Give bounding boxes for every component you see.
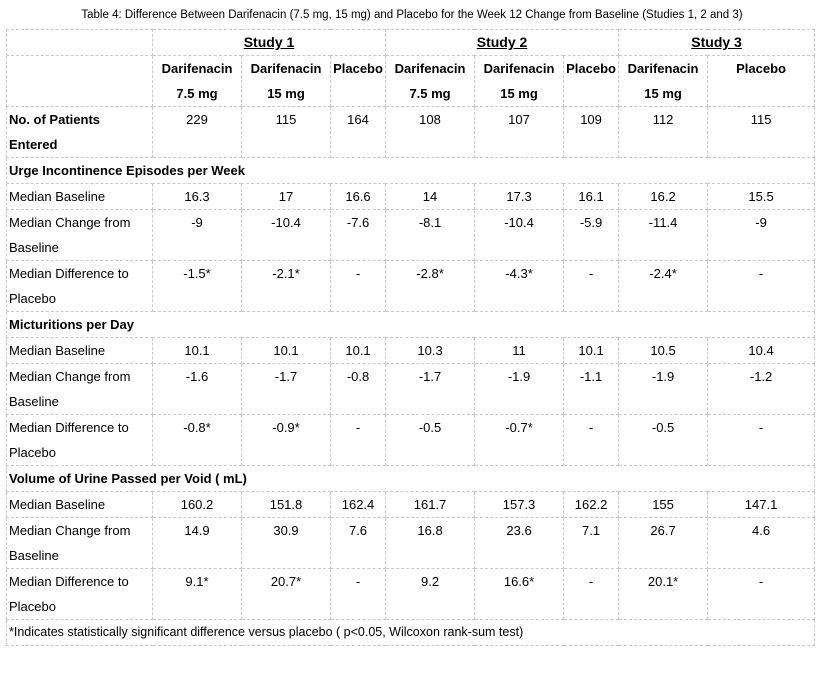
row-label-line1: Median Difference to (9, 574, 129, 589)
table-cell: 26.7 (619, 518, 708, 569)
table-cell: -5.9 (564, 210, 619, 261)
table-cell: 16.6 (331, 184, 386, 210)
table-cell: 23.6 (475, 518, 564, 569)
table-cell: 10.5 (619, 338, 708, 364)
table-cell: -1.2 (708, 364, 815, 415)
table-cell: -1.6 (153, 364, 242, 415)
table-cell: - (564, 415, 619, 466)
table-cell: 147.1 (708, 492, 815, 518)
section-title: Micturitions per Day (7, 312, 815, 338)
column-header (708, 56, 815, 107)
column-header-line2: 15 mg (500, 86, 538, 101)
table-cell: 7.6 (331, 518, 386, 569)
table-cell: 162.4 (331, 492, 386, 518)
column-header (386, 56, 475, 107)
section-title: Volume of Urine Passed per Void ( mL) (7, 466, 815, 492)
table-cell: 161.7 (386, 492, 475, 518)
table-cell: -0.5 (619, 415, 708, 466)
table-row (7, 364, 815, 415)
table-cell: 107 (475, 107, 564, 158)
table-cell: 160.2 (153, 492, 242, 518)
table-cell: 15.5 (708, 184, 815, 210)
table-cell: 17 (242, 184, 331, 210)
table-cell: 20.1* (619, 569, 708, 620)
table-body (7, 30, 815, 646)
row-label-line2: Entered (9, 137, 58, 152)
table-cell: -1.9 (475, 364, 564, 415)
table-cell: 16.2 (619, 184, 708, 210)
column-header (242, 56, 331, 107)
table-cell: -10.4 (242, 210, 331, 261)
column-header-line1: Darifenacin (627, 61, 699, 76)
table-cell: -0.8 (331, 364, 386, 415)
row-label (7, 261, 153, 312)
section-title: Urge Incontinence Episodes per Week (7, 158, 815, 184)
table-cell: -1.5* (153, 261, 242, 312)
column-header-row (7, 56, 815, 107)
table-caption: Table 4: Difference Between Darifenacin (7.5 mg, 15 mg) and Placebo for the Week 12 Change from Baseline (Studies 1, 2 and 3) (81, 9, 743, 21)
section-header-row (7, 158, 815, 184)
table-cell: 10.1 (331, 338, 386, 364)
row-label-line2: Placebo (9, 291, 56, 306)
row-label-line2: Placebo (9, 445, 56, 460)
table-cell: 16.1 (564, 184, 619, 210)
table-cell: 16.6* (475, 569, 564, 620)
column-header-line2: 15 mg (644, 86, 682, 101)
row-label-line1: Median Change from (9, 215, 131, 230)
table-cell: - (331, 569, 386, 620)
table-cell: 115 (708, 107, 815, 158)
table-cell: - (708, 415, 815, 466)
corner-cell (7, 56, 153, 107)
table-cell: 4.6 (708, 518, 815, 569)
column-header (475, 56, 564, 107)
row-label (7, 415, 153, 466)
table-cell: 17.3 (475, 184, 564, 210)
table-cell: -2.8* (386, 261, 475, 312)
table-cell: -1.9 (619, 364, 708, 415)
table-cell: -9 (708, 210, 815, 261)
section-header-row (7, 312, 815, 338)
row-label-line1: Median Baseline (9, 189, 106, 204)
table-row (7, 210, 815, 261)
table-cell: 109 (564, 107, 619, 158)
row-label-line2: Baseline (9, 548, 59, 563)
column-header-line2: 7.5 mg (409, 86, 451, 101)
row-label-line1: Median Baseline (9, 343, 106, 358)
table-cell: 10.1 (564, 338, 619, 364)
table-cell: 112 (619, 107, 708, 158)
study-header: Study 3 (619, 30, 815, 56)
column-header-line1: Darifenacin (483, 61, 555, 76)
table-cell: 14.9 (153, 518, 242, 569)
table-cell: - (564, 261, 619, 312)
corner-cell (7, 30, 153, 56)
row-label-line1: Median Change from (9, 523, 131, 538)
table-cell: 162.2 (564, 492, 619, 518)
table-cell: -0.9* (242, 415, 331, 466)
table-cell: 16.3 (153, 184, 242, 210)
study-header-row (7, 30, 815, 56)
table-cell: 7.1 (564, 518, 619, 569)
table-cell: 20.7* (242, 569, 331, 620)
row-label (7, 338, 153, 364)
table-cell: -1.7 (242, 364, 331, 415)
row-label (7, 184, 153, 210)
table-cell: -4.3* (475, 261, 564, 312)
table-cell: 10.1 (242, 338, 331, 364)
table-cell: -2.4* (619, 261, 708, 312)
column-header (564, 56, 619, 107)
table-cell: -0.5 (386, 415, 475, 466)
study-header: Study 2 (386, 30, 619, 56)
table-row (7, 569, 815, 620)
column-header-line2: 15 mg (267, 86, 305, 101)
row-label-line1: Median Change from (9, 369, 131, 384)
table-cell: - (708, 261, 815, 312)
column-header-line1: Placebo (333, 61, 383, 76)
row-label-line2: Baseline (9, 240, 59, 255)
column-header-line1: Placebo (566, 61, 616, 76)
row-label-line1: Median Baseline (9, 497, 106, 512)
section-header-row (7, 466, 815, 492)
table-cell: -0.7* (475, 415, 564, 466)
table-cell: 9.1* (153, 569, 242, 620)
table-cell: -7.6 (331, 210, 386, 261)
table-cell: 9.2 (386, 569, 475, 620)
table-row (7, 492, 815, 518)
table-cell: 16.8 (386, 518, 475, 569)
column-header-line2: 7.5 mg (176, 86, 218, 101)
table-cell: 11 (475, 338, 564, 364)
table-cell: 14 (386, 184, 475, 210)
row-label (7, 518, 153, 569)
table-cell: -1.1 (564, 364, 619, 415)
table-cell: 10.3 (386, 338, 475, 364)
table-cell: 10.1 (153, 338, 242, 364)
table-cell: 151.8 (242, 492, 331, 518)
study-header: Study 1 (153, 30, 386, 56)
column-header-line1: Darifenacin (250, 61, 322, 76)
column-header-line1: Placebo (736, 61, 786, 76)
table-cell: - (708, 569, 815, 620)
row-label-line2: Baseline (9, 394, 59, 409)
table-row (7, 518, 815, 569)
row-label (7, 364, 153, 415)
table-cell: 164 (331, 107, 386, 158)
table-cell: 108 (386, 107, 475, 158)
row-label (7, 210, 153, 261)
row-label (7, 107, 153, 158)
row-label (7, 569, 153, 620)
table-cell: -11.4 (619, 210, 708, 261)
table-row (7, 184, 815, 210)
table-cell: -8.1 (386, 210, 475, 261)
table-cell: 10.4 (708, 338, 815, 364)
row-label-line1: Median Difference to (9, 266, 129, 281)
table-cell: -2.1* (242, 261, 331, 312)
table-cell: -0.8* (153, 415, 242, 466)
table-row (7, 415, 815, 466)
table-cell: - (564, 569, 619, 620)
column-header (619, 56, 708, 107)
table-cell: 229 (153, 107, 242, 158)
footnote-row (7, 620, 815, 646)
table-cell: 157.3 (475, 492, 564, 518)
results-table (6, 29, 815, 646)
column-header-line1: Darifenacin (394, 61, 466, 76)
row-label-line1: Median Difference to (9, 420, 129, 435)
table-cell: 115 (242, 107, 331, 158)
row-label (7, 492, 153, 518)
footnote: *Indicates statistically significant difference versus placebo ( p<0.05, Wilcoxon rank-sum test) (7, 620, 815, 646)
column-header-line1: Darifenacin (161, 61, 233, 76)
table-cell: -1.7 (386, 364, 475, 415)
table-row (7, 338, 815, 364)
column-header (331, 56, 386, 107)
table-cell: - (331, 261, 386, 312)
table-cell: -9 (153, 210, 242, 261)
column-header (153, 56, 242, 107)
row-label-line1: No. of Patients (9, 112, 101, 127)
row-label-line2: Placebo (9, 599, 56, 614)
table-cell: -10.4 (475, 210, 564, 261)
table-cell: 30.9 (242, 518, 331, 569)
table-row (7, 261, 815, 312)
table-cell: 155 (619, 492, 708, 518)
table-row (7, 107, 815, 158)
table-cell: - (331, 415, 386, 466)
